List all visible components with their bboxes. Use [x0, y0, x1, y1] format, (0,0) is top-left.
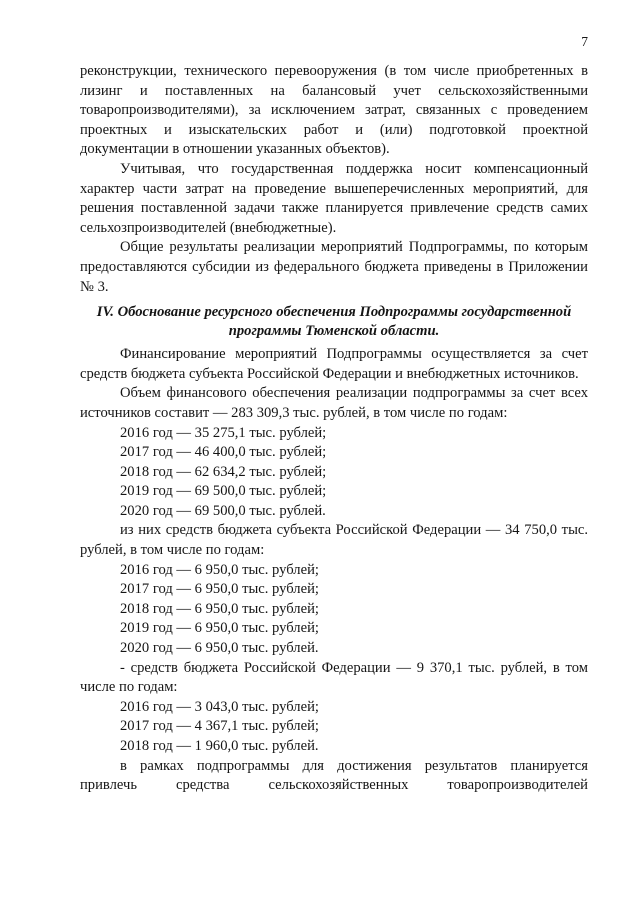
paragraph-continuation: реконструкции, технического перевооружения (в том числе приобретенных в лизинг и поставленных на балансовый учет сельскохозяйственными товаропроизводителями), за исключением затрат, связанных с проведением проектных и изыскательских работ и (или) подготовкой проектной документации в отношении указанных объектов).	[80, 63, 588, 158]
list-item: 2016 год — 3 043,0 тыс. рублей;	[120, 698, 319, 715]
years-federal-list	[80, 698, 588, 757]
list-item: 2018 год — 1 960,0 тыс. рублей.	[120, 738, 319, 754]
paragraph-compensation: Учитывая, что государственная поддержка носит компенсационный характер части затрат на проведение вышеперечисленных мероприятий, для решения поставленной задачи также планируется привлечение средств самих сельхозпроизводителей (внебюджетные).	[80, 160, 588, 236]
list-item: 2016 год — 35 275,1 тыс. рублей;	[120, 424, 327, 441]
paragraph-results: Общие результаты реализации мероприятий Подпрограммы, по которым предоставляются субсидии из федерального бюджета приведены в Приложении № 3.	[80, 239, 588, 295]
section-heading: IV. Обоснование ресурсного обеспечения Подпрограммы государственной программы Тюменской области.	[96, 304, 572, 340]
list-item: 2017 год — 46 400,0 тыс. рублей;	[120, 444, 327, 461]
years-subject-list	[80, 561, 588, 659]
paragraph-total-volume: Объем финансового обеспечения реализации подпрограммы за счет всех источников составит — 283 309,3 тыс. рублей, в том числе по годам:	[80, 385, 588, 421]
list-item: 2018 год — 62 634,2 тыс. рублей;	[120, 463, 327, 480]
list-item: 2019 год — 6 950,0 тыс. рублей;	[120, 620, 319, 637]
paragraph-financing: Финансирование мероприятий Подпрограммы осуществляется за счет средств бюджета субъекта Российской Федерации и внебюджетных источников.	[80, 346, 588, 382]
list-item: 2017 год — 6 950,0 тыс. рублей;	[120, 581, 319, 598]
paragraph-producers: в рамках подпрограммы для достижения результатов планируется привлечь средства сельскохозяйственных товаропроизводителей	[80, 757, 588, 794]
list-item: 2018 год — 6 950,0 тыс. рублей;	[120, 600, 319, 617]
paragraph-subject-budget: из них средств бюджета субъекта Российской Федерации — 34 750,0 тыс. рублей, в том числе по годам:	[80, 522, 588, 559]
paragraph-federal-budget: - средств бюджета Российской Федерации — 9 370,1 тыс. рублей, в том числе по годам:	[80, 659, 588, 696]
page-number: 7	[581, 34, 588, 49]
years-total-list	[80, 424, 588, 522]
list-item: 2017 год — 4 367,1 тыс. рублей;	[120, 718, 319, 735]
list-item: 2020 год — 6 950,0 тыс. рублей.	[120, 640, 319, 657]
list-item: 2016 год — 6 950,0 тыс. рублей;	[120, 561, 319, 578]
list-item: 2020 год — 69 500,0 тыс. рублей.	[120, 502, 326, 519]
list-item: 2019 год — 69 500,0 тыс. рублей;	[120, 483, 327, 500]
document-body	[80, 62, 588, 796]
